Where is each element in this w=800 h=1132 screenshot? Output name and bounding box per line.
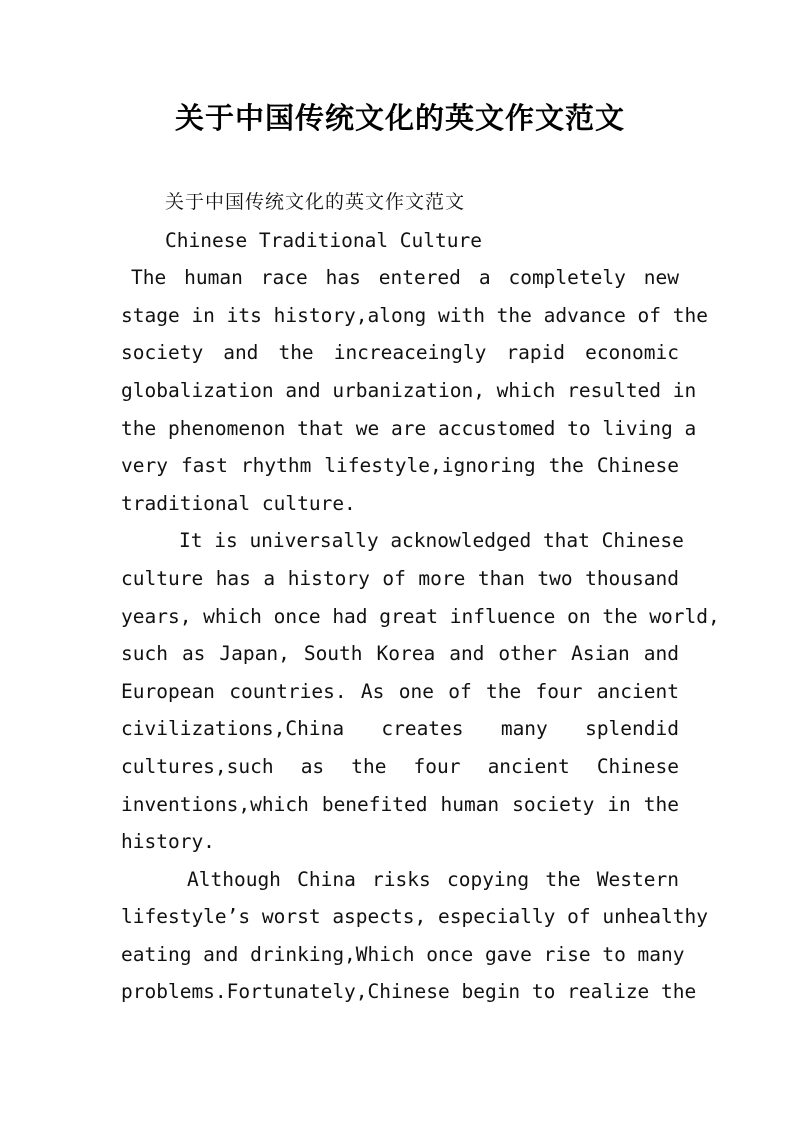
paragraph-line: very fast rhythm lifestyle,ignoring the Chinese bbox=[121, 454, 679, 478]
paragraph-line: lifestyle’s worst aspects, especially of unhealthy bbox=[121, 905, 708, 929]
paragraph-line: It is universally acknowledged that Chinese bbox=[179, 529, 684, 553]
paragraph-line: problems.Fortunately,Chinese begin to realize the bbox=[121, 980, 697, 1004]
paragraph-line: inventions,which benefited human society in the bbox=[121, 792, 679, 816]
paragraph-line: the phenomenon that we are accustomed to living a bbox=[121, 416, 697, 440]
paragraph-line: eating and drinking,Which once gave rise to many bbox=[121, 942, 685, 966]
paragraph-line: years, which once had great influence on the world, bbox=[121, 604, 720, 628]
paragraph-line: civilizations,China creates many splendid bbox=[121, 717, 679, 741]
chinese-subtitle: 关于中国传统文化的英文作文范文 bbox=[165, 191, 466, 213]
paragraph-line: traditional culture. bbox=[121, 491, 356, 515]
paragraph-line: Although China risks copying the Western bbox=[187, 867, 679, 891]
paragraph-line: society and the increaceingly rapid economic bbox=[121, 341, 679, 365]
paragraph-line: globalization and urbanization, which resulted in bbox=[121, 378, 697, 402]
paragraph-line: such as Japan, South Korea and other Asian and bbox=[121, 642, 679, 666]
paragraph-line: The human race has entered a completely new bbox=[131, 266, 679, 290]
document-body bbox=[121, 184, 720, 1011]
paragraph-3 bbox=[121, 861, 708, 1011]
english-subtitle: Chinese Traditional Culture bbox=[165, 228, 482, 252]
paragraph-line: stage in its history,along with the advance of the bbox=[121, 303, 708, 327]
paragraph-line: culture has a history of more than two thousand bbox=[121, 566, 679, 590]
paragraph-1 bbox=[121, 259, 708, 522]
document-title: 关于中国传统文化的英文作文范文 bbox=[174, 101, 625, 135]
paragraph-2 bbox=[121, 522, 720, 860]
paragraph-line: European countries. As one of the four ancient bbox=[121, 679, 679, 703]
paragraph-line: cultures,such as the four ancient Chinese bbox=[121, 754, 679, 778]
paragraph-line: history. bbox=[121, 830, 215, 854]
